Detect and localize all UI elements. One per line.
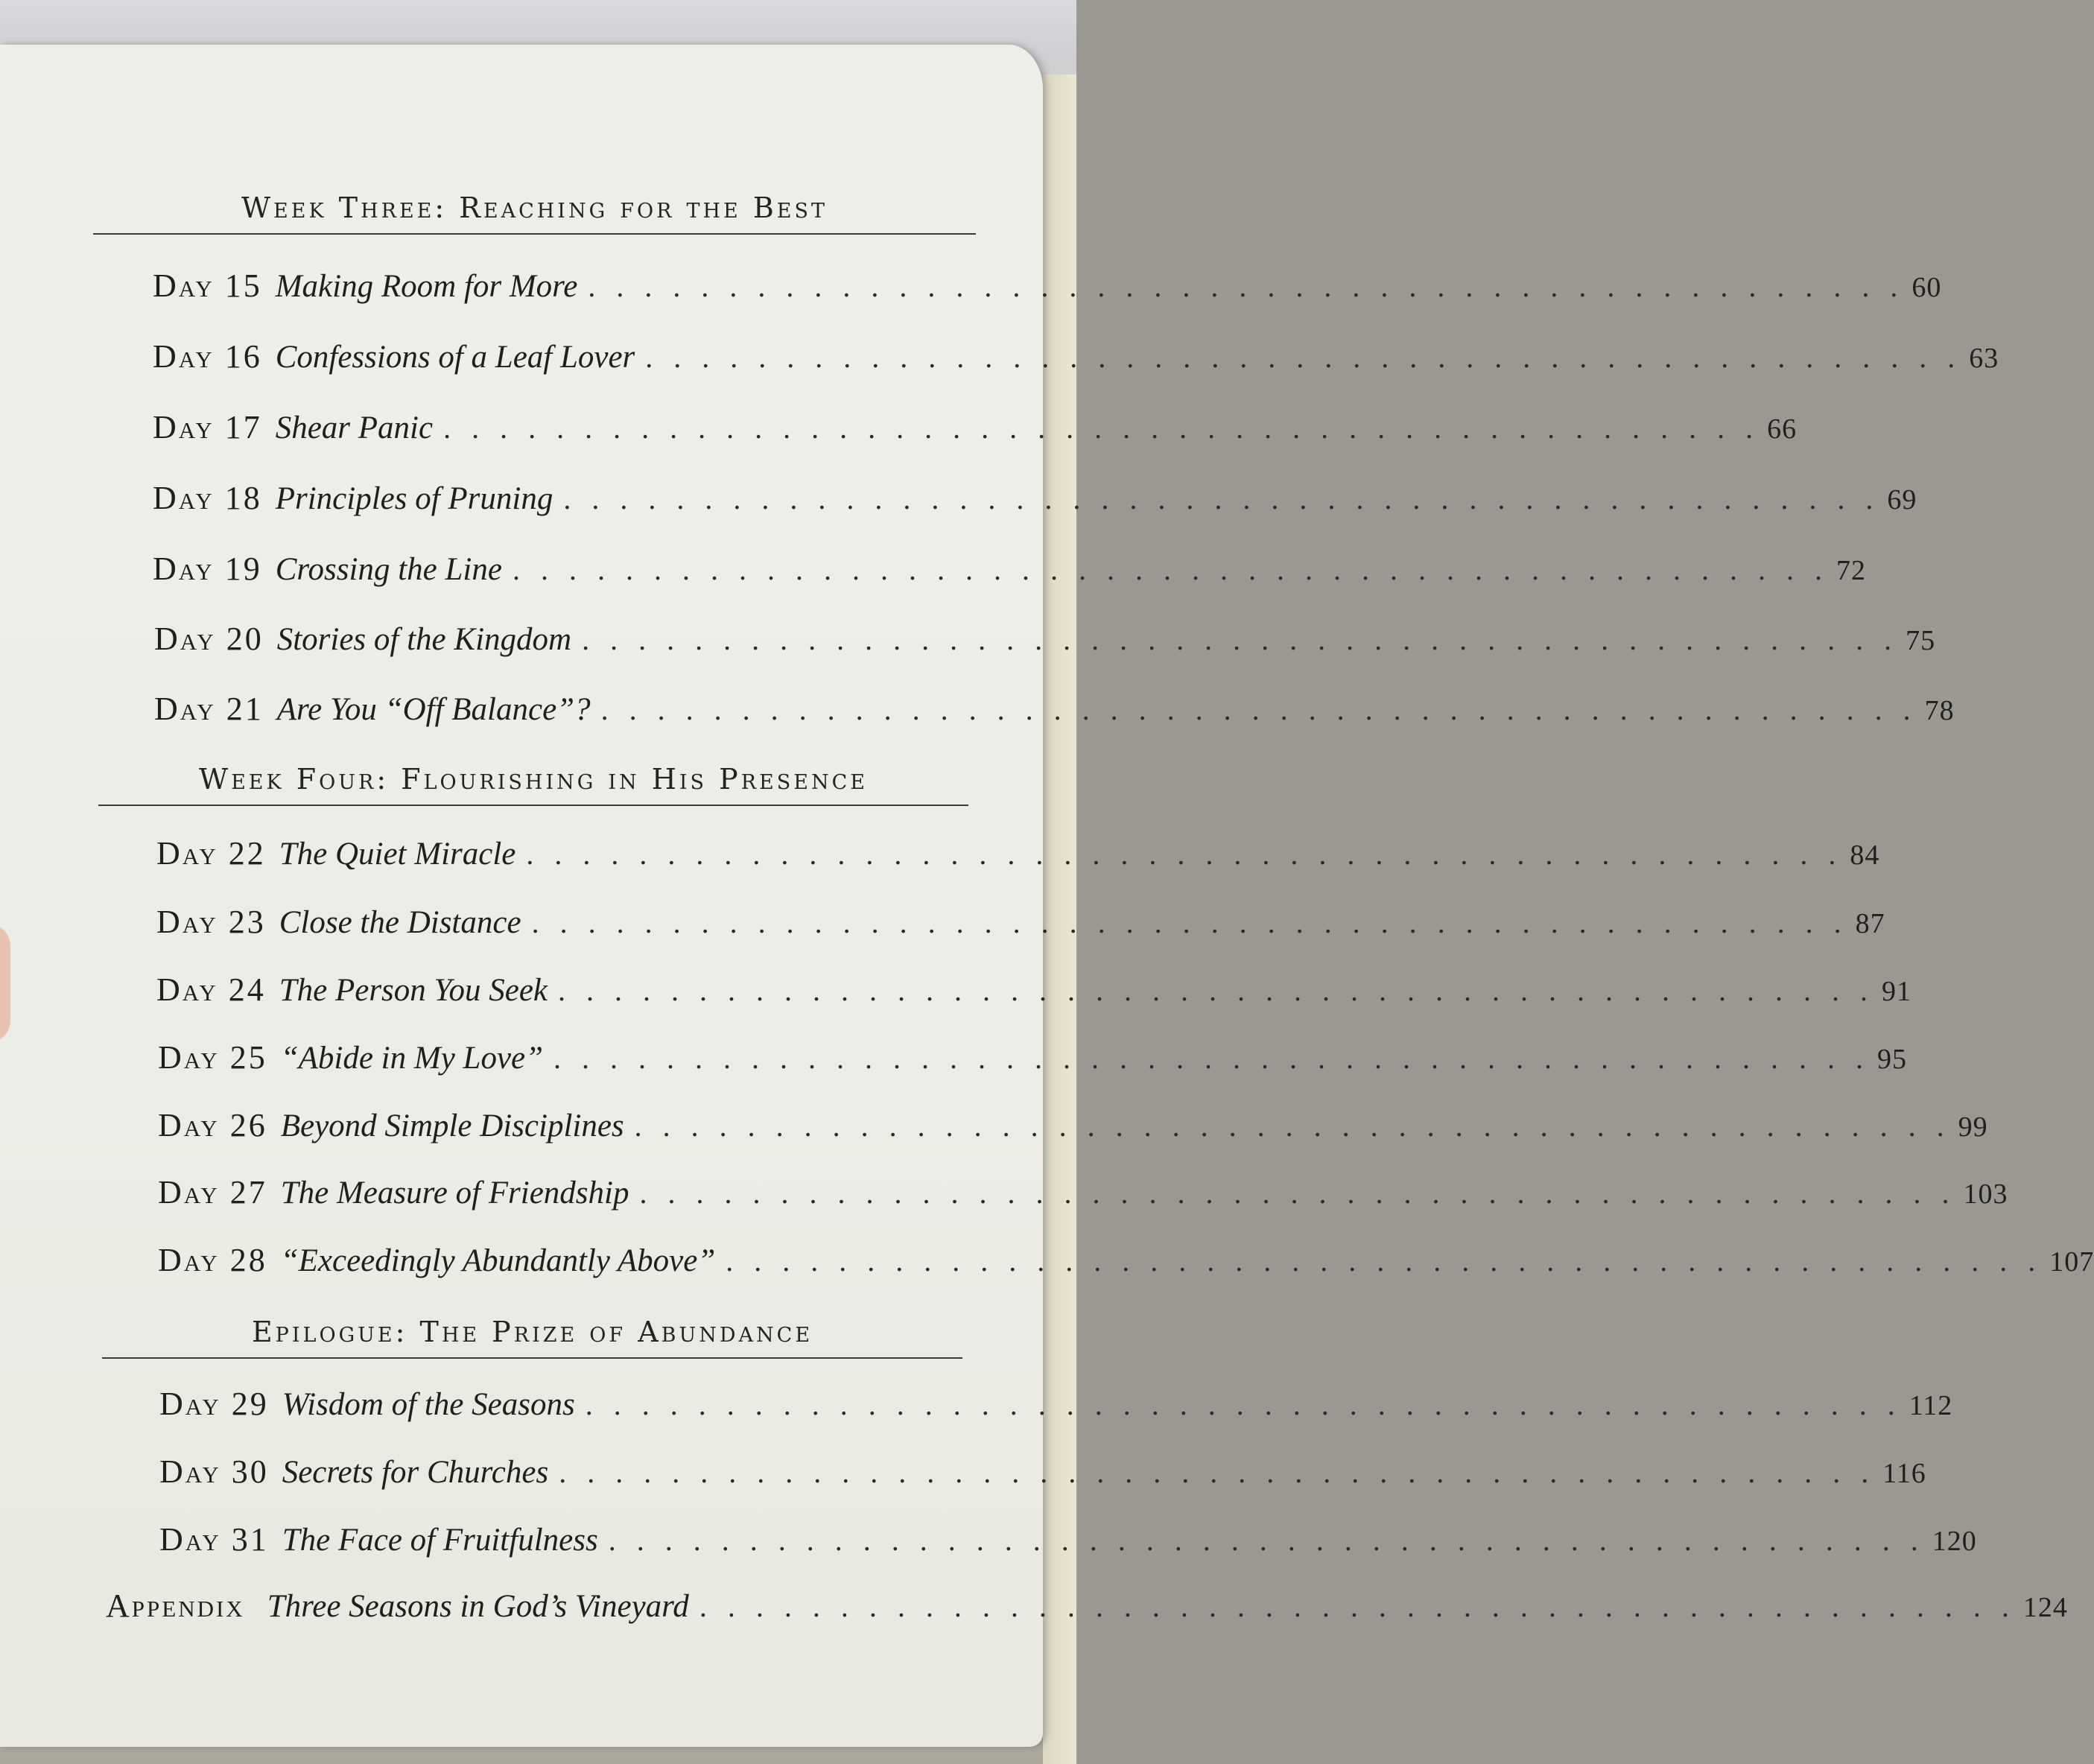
section-title: Week Three: Reaching for the Best (241, 191, 828, 224)
toc-entry[interactable] (158, 1106, 1988, 1154)
toc-entry[interactable] (153, 408, 1798, 456)
dot-leader: . . . . . . . . . . . . . . . . . . . . . . . . . . . . . . . . . . . . . . . . . . . . . . . (559, 1456, 1876, 1489)
entry-title: Stories of the Kingdom (276, 622, 572, 657)
entry-title: The Person You Seek (279, 973, 548, 1008)
entry-title: Three Seasons in God’s Vineyard (267, 1589, 689, 1624)
dot-leader: . . . . . . . . . . . . . . . . . . . . . . . . . . . . . . . . . . . . . . . . . . . . . . . (558, 974, 1875, 1007)
day-label: Day 30 (159, 1453, 269, 1490)
day-label: Day 19 (153, 551, 262, 587)
day-label: Day 15 (153, 267, 262, 304)
toc-entry[interactable] (159, 1520, 1977, 1568)
entry-title: “Exceedingly Abundantly Above” (280, 1243, 716, 1278)
entry-title: Wisdom of the Seasons (282, 1387, 575, 1422)
toc-entry[interactable] (159, 1453, 1926, 1500)
dot-leader: . . . . . . . . . . . . . . . . . . . . . . . . . . . . . . . . . . . . . . . . . . . . . . . (600, 693, 1917, 726)
dot-leader: . . . . . . . . . . . . . . . . . . . . . . . . . . . . . . . . . . . . . . . . . . . . . . . (588, 270, 1905, 303)
section-title: Epilogue: The Prize of Abundance (251, 1316, 813, 1348)
toc-entry[interactable] (158, 1173, 2008, 1221)
page-number: 63 (1969, 343, 1999, 374)
toc-entry[interactable] (156, 834, 1880, 882)
day-label: Day 18 (153, 480, 262, 516)
day-label: Day 20 (154, 621, 264, 657)
page-number: 75 (1906, 625, 1936, 656)
page-number: 60 (1911, 272, 1942, 303)
dot-leader: . . . . . . . . . . . . . . . . . . . . . . . . . . . . . . . . . . . . . . . . . . . . . . . (512, 553, 1829, 586)
entry-title: Principles of Pruning (275, 481, 553, 516)
toc-entry[interactable] (159, 1385, 1953, 1433)
day-label: Day 23 (156, 904, 266, 940)
toc-entry[interactable] (153, 337, 1999, 385)
entry-title: Are You “Off Balance”? (276, 692, 591, 727)
dot-leader: . . . . . . . . . . . . . . . . . . . . . . . . . . . . . . . . . . . . . . . . . . . . . . . (553, 1041, 1871, 1075)
day-label: Day 25 (158, 1039, 267, 1076)
page-number: 78 (1924, 695, 1955, 726)
dot-leader: . . . . . . . . . . . . . . . . . . . . . . . . . . . . . . . . . . . . . . . . . . . . . . . (608, 1523, 1925, 1557)
toc-entry[interactable] (154, 690, 1955, 737)
toc-entry[interactable] (156, 903, 1885, 951)
section-rule (102, 1357, 962, 1359)
entry-title: “Abide in My Love” (280, 1041, 544, 1076)
page-number: 95 (1877, 1044, 1908, 1075)
day-label: Day 26 (158, 1107, 267, 1143)
toc-entry[interactable] (154, 620, 1936, 667)
toc-entry-appendix[interactable] (106, 1587, 2068, 1634)
dot-leader: . . . . . . . . . . . . . . . . . . . . . . . . . . . . . . . . . . . . . . . . . . . . . . . (563, 482, 1880, 515)
page-number: 99 (1958, 1111, 1988, 1143)
page-number: 124 (2022, 1592, 2068, 1623)
thumb (0, 924, 10, 1043)
entry-title: The Quiet Miracle (279, 837, 516, 872)
entry-title: Crossing the Line (275, 552, 502, 587)
day-label: Day 21 (154, 691, 264, 727)
entry-title: Shear Panic (275, 410, 434, 445)
toc-entry[interactable] (153, 479, 1917, 527)
section-heading-week-four (98, 761, 968, 806)
dot-leader: . . . . . . . . . . . . . . . . . . . . . . . . . . . . . . . . . . . . . . . . . . . . . . . (726, 1244, 2043, 1278)
page-number: 120 (1932, 1526, 1977, 1557)
dot-leader: . . . . . . . . . . . . . . . . . . . . . . . . . . . . . . . . . . . . . . . . . . . . . . . (531, 906, 1848, 939)
section-heading-epilogue (102, 1314, 962, 1359)
day-label: Day 17 (153, 409, 262, 445)
dot-leader: . . . . . . . . . . . . . . . . . . . . . . . . . . . . . . . . . . . . . . . . . . . . . . . (645, 340, 1962, 374)
page-number: 84 (1850, 840, 1880, 871)
day-label: Day 22 (156, 835, 266, 872)
page-number: 112 (1909, 1390, 1953, 1421)
entry-title: Confessions of a Leaf Lover (275, 340, 635, 375)
entry-title: Making Room for More (275, 269, 578, 304)
dot-leader: . . . . . . . . . . . . . . . . . . . . . . . . . . . . . . . . . . . . . . . . . . . . . . . (699, 1590, 2016, 1623)
page-number: 107 (2049, 1246, 2094, 1278)
section-rule (93, 233, 976, 235)
entry-title: Secrets for Churches (282, 1455, 549, 1490)
toc-entry[interactable] (156, 971, 1912, 1018)
entry-title: Close the Distance (279, 905, 521, 940)
day-label: Day 28 (158, 1242, 267, 1278)
dot-leader: . . . . . . . . . . . . . . . . . . . . . . . . . . . . . . . . . . . . . . . . . . . . . . . (639, 1176, 1956, 1210)
toc-entry[interactable] (158, 1038, 1908, 1086)
page-number: 116 (1882, 1458, 1926, 1489)
page-number: 91 (1882, 976, 1912, 1007)
dot-leader: . . . . . . . . . . . . . . . . . . . . . . . . . . . . . . . . . . . . . . . . . . . . . . . (443, 411, 1760, 445)
page-number: 69 (1887, 484, 1917, 515)
section-rule (98, 805, 968, 806)
section-heading-week-three (93, 190, 976, 235)
day-label: Day 24 (156, 971, 266, 1008)
entry-title: The Measure of Friendship (280, 1176, 629, 1211)
dot-leader: . . . . . . . . . . . . . . . . . . . . . . . . . . . . . . . . . . . . . . . . . . . . . . . (585, 1388, 1902, 1421)
page-number: 66 (1767, 413, 1798, 445)
book-page (0, 45, 2094, 1747)
appendix-label: Appendix (106, 1587, 245, 1624)
section-title: Week Four: Flourishing in His Presence (199, 763, 868, 796)
day-label: Day 27 (158, 1174, 267, 1211)
day-label: Day 29 (159, 1386, 269, 1422)
toc-entry[interactable] (153, 550, 1866, 597)
entry-title: The Face of Fruitfulness (282, 1523, 598, 1558)
page-number: 103 (1963, 1178, 2008, 1210)
day-label: Day 31 (159, 1521, 269, 1558)
toc-entry[interactable] (153, 267, 1942, 314)
entry-title: Beyond Simple Disciplines (280, 1108, 624, 1143)
toc-entry[interactable] (158, 1241, 2094, 1289)
dot-leader: . . . . . . . . . . . . . . . . . . . . . . . . . . . . . . . . . . . . . . . . . . . . . . . (634, 1109, 1951, 1143)
page-number: 87 (1855, 908, 1885, 939)
day-label: Day 16 (153, 338, 262, 375)
page-number: 72 (1836, 555, 1866, 586)
dot-leader: . . . . . . . . . . . . . . . . . . . . . . . . . . . . . . . . . . . . . . . . . . . . . . . (582, 623, 1899, 656)
dot-leader: . . . . . . . . . . . . . . . . . . . . . . . . . . . . . . . . . . . . . . . . . . . . . . . (526, 837, 1843, 871)
